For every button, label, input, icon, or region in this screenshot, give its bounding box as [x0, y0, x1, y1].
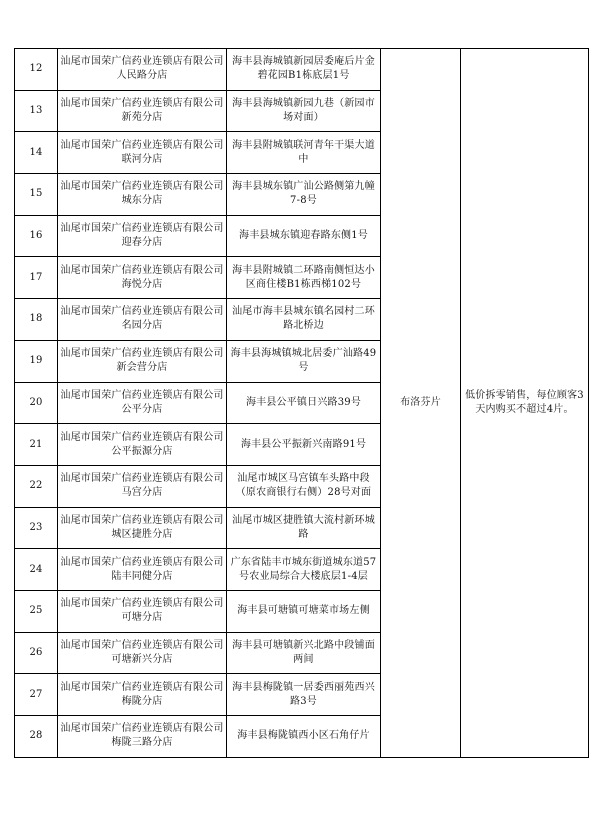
branch-name: 城区捷胜分店 — [111, 528, 173, 540]
row-number: 15 — [15, 174, 58, 216]
branch-name: 公平振源分店 — [111, 445, 173, 457]
sales-restriction-note: 低价拆零销售，每位顾客3天内购买不超过4片。 — [461, 49, 589, 758]
store-name — [58, 674, 227, 716]
row-number: 24 — [15, 549, 58, 591]
store-name — [58, 424, 227, 466]
store-address: 汕尾市城区马宫镇车头路中段（原农商银行右侧）28号对面 — [227, 465, 381, 507]
row-number: 23 — [15, 507, 58, 549]
branch-name: 名园分店 — [121, 320, 163, 332]
store-address: 海丰县梅陇镇西小区石角仔片 — [227, 716, 381, 758]
branch-name: 可塘分店 — [121, 612, 163, 624]
company-name: 汕尾市国荣广信药业连锁店有限公司 — [60, 723, 224, 735]
row-number: 14 — [15, 132, 58, 174]
store-name — [58, 632, 227, 674]
row-number: 19 — [15, 340, 58, 382]
row-number: 28 — [15, 716, 58, 758]
store-name — [58, 90, 227, 132]
store-address: 海丰县可塘镇新兴北路中段铺面两间 — [227, 632, 381, 674]
pharmacy-store-table — [14, 48, 589, 758]
store-name — [58, 132, 227, 174]
store-address: 广东省陆丰市城东街道城东道57号农业局综合大楼底层1-4层 — [227, 549, 381, 591]
company-name: 汕尾市国荣广信药业连锁店有限公司 — [60, 223, 224, 235]
company-name: 汕尾市国荣广信药业连锁店有限公司 — [60, 98, 224, 110]
company-name: 汕尾市国荣广信药业连锁店有限公司 — [60, 598, 224, 610]
store-address: 海丰县海城镇新园九巷（新园市场对面） — [227, 90, 381, 132]
branch-name: 海悦分店 — [121, 278, 163, 290]
company-name: 汕尾市国荣广信药业连锁店有限公司 — [60, 431, 224, 443]
store-name — [58, 299, 227, 341]
branch-name: 人民路分店 — [116, 70, 168, 82]
company-name: 汕尾市国荣广信药业连锁店有限公司 — [60, 389, 224, 401]
branch-name: 迎春分店 — [121, 237, 163, 249]
store-address: 海丰县城东镇迎春路东侧1号 — [227, 215, 381, 257]
row-number: 17 — [15, 257, 58, 299]
store-address: 海丰县海城镇新园居委庵后片金碧花园B1栋底层1号 — [227, 49, 381, 91]
store-address: 汕尾市海丰县城东镇名园村二环路北桥边 — [227, 299, 381, 341]
table-row — [15, 49, 589, 91]
store-name — [58, 340, 227, 382]
store-address: 海丰县城东镇广汕公路侧第九幢7-8号 — [227, 174, 381, 216]
store-name — [58, 174, 227, 216]
branch-name: 新苑分店 — [121, 112, 163, 124]
store-address: 海丰县附城镇联河青年干渠大道中 — [227, 132, 381, 174]
branch-name: 公平分店 — [121, 403, 163, 415]
company-name: 汕尾市国荣广信药业连锁店有限公司 — [60, 264, 224, 276]
company-name: 汕尾市国荣广信药业连锁店有限公司 — [60, 181, 224, 193]
branch-name: 新会营分店 — [116, 362, 168, 374]
store-address: 海丰县梅陇镇一居委西丽苑西兴路3号 — [227, 674, 381, 716]
branch-name: 梅陇分店 — [121, 695, 163, 707]
store-name — [58, 549, 227, 591]
company-name: 汕尾市国荣广信药业连锁店有限公司 — [60, 681, 224, 693]
branch-name: 可塘新兴分店 — [111, 653, 173, 665]
company-name: 汕尾市国荣广信药业连锁店有限公司 — [60, 639, 224, 651]
drug-name: 布洛芬片 — [381, 49, 461, 758]
company-name: 汕尾市国荣广信药业连锁店有限公司 — [60, 306, 224, 318]
row-number: 18 — [15, 299, 58, 341]
company-name: 汕尾市国荣广信药业连锁店有限公司 — [60, 139, 224, 151]
branch-name: 梅陇三路分店 — [111, 737, 173, 749]
store-name — [58, 590, 227, 632]
row-number: 25 — [15, 590, 58, 632]
store-address: 汕尾市城区捷胜镇大流村新环城路 — [227, 507, 381, 549]
row-number: 16 — [15, 215, 58, 257]
store-name — [58, 465, 227, 507]
company-name: 汕尾市国荣广信药业连锁店有限公司 — [60, 514, 224, 526]
company-name: 汕尾市国荣广信药业连锁店有限公司 — [60, 556, 224, 568]
company-name: 汕尾市国荣广信药业连锁店有限公司 — [60, 473, 224, 485]
store-name — [58, 49, 227, 91]
store-name — [58, 215, 227, 257]
branch-name: 陆丰同健分店 — [111, 570, 173, 582]
branch-name: 联河分店 — [121, 153, 163, 165]
branch-name: 城东分店 — [121, 195, 163, 207]
row-number: 12 — [15, 49, 58, 91]
store-name — [58, 507, 227, 549]
row-number: 27 — [15, 674, 58, 716]
company-name: 汕尾市国荣广信药业连锁店有限公司 — [60, 56, 224, 68]
store-address: 海丰县公平振新兴南路91号 — [227, 424, 381, 466]
branch-name: 马宫分店 — [121, 487, 163, 499]
row-number: 13 — [15, 90, 58, 132]
row-number: 22 — [15, 465, 58, 507]
row-number: 20 — [15, 382, 58, 424]
store-address: 海丰县附城镇二环路南侧恒达小区商住楼B1栋西梯102号 — [227, 257, 381, 299]
row-number: 21 — [15, 424, 58, 466]
store-name — [58, 257, 227, 299]
company-name: 汕尾市国荣广信药业连锁店有限公司 — [60, 348, 224, 360]
store-address: 海丰县公平镇日兴路39号 — [227, 382, 381, 424]
store-address: 海丰县可塘镇可塘菜市场左侧 — [227, 590, 381, 632]
store-address: 海丰县海城镇城北居委广汕路49号 — [227, 340, 381, 382]
row-number: 26 — [15, 632, 58, 674]
store-name — [58, 716, 227, 758]
store-name — [58, 382, 227, 424]
